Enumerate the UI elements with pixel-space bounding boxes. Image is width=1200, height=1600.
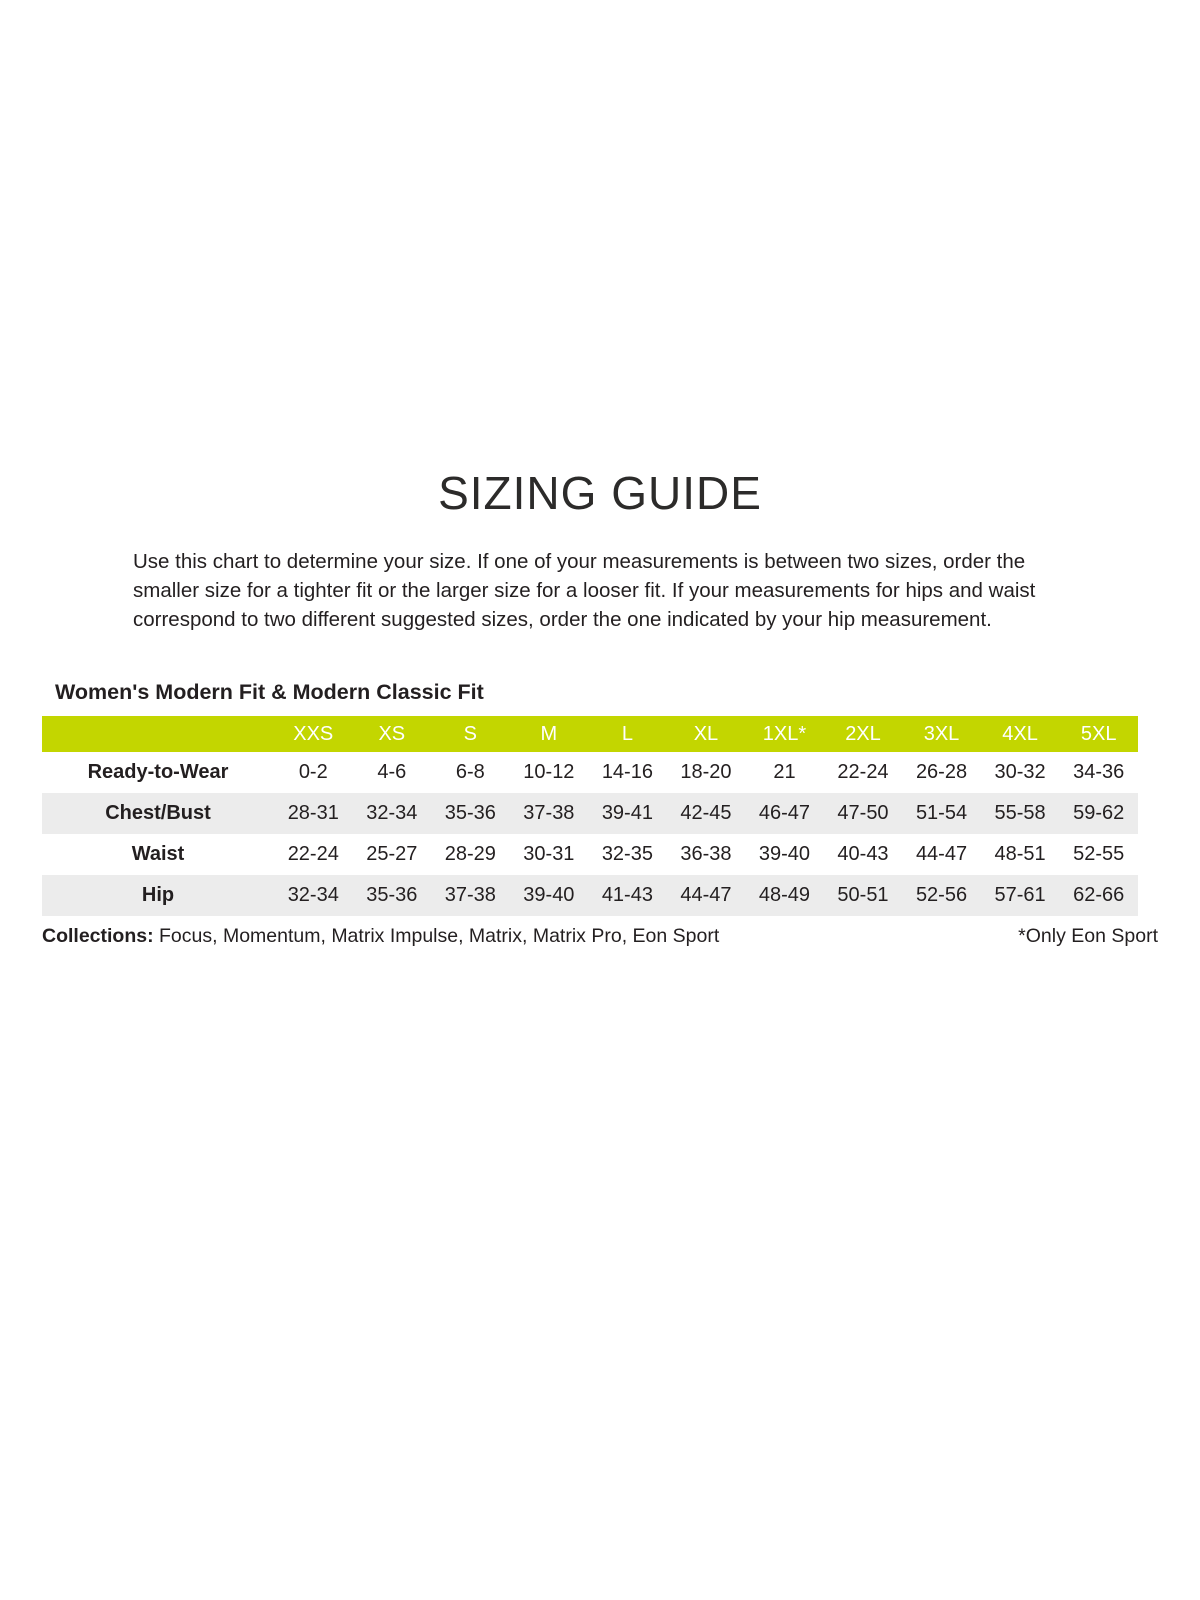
collections-row bbox=[42, 925, 1158, 948]
size-column-header-2xl: 2XL bbox=[824, 716, 903, 752]
table-corner-cell bbox=[42, 716, 274, 752]
size-cell: 35-36 bbox=[444, 802, 496, 825]
row-label-hip: Hip bbox=[141, 884, 175, 907]
size-cell: 6-8 bbox=[455, 761, 485, 784]
size-column-header-4xl: 4XL bbox=[981, 716, 1060, 752]
size-cell: 32-34 bbox=[366, 802, 418, 825]
size-column-header-xs: XS bbox=[353, 716, 432, 752]
size-column-header-3xl: 3XL bbox=[902, 716, 981, 752]
size-cell: 4-6 bbox=[377, 761, 407, 784]
sizing-table bbox=[42, 716, 1138, 916]
size-column-header-s: S bbox=[431, 716, 510, 752]
collections-list: Focus, Momentum, Matrix Impulse, Matrix, Matrix Pro, Eon Sport bbox=[159, 925, 720, 948]
size-cell: 35-36 bbox=[366, 884, 418, 907]
size-cell: 36-38 bbox=[680, 843, 732, 866]
size-cell: 44-47 bbox=[915, 843, 968, 866]
size-column-header-m: M bbox=[510, 716, 589, 752]
size-cell: 30-32 bbox=[994, 761, 1046, 784]
size-cell: 0-2 bbox=[298, 761, 328, 784]
size-cell: 48-49 bbox=[758, 884, 811, 907]
row-label-chest-bust: Chest/Bust bbox=[105, 802, 211, 825]
size-cell: 44-47 bbox=[680, 884, 732, 907]
size-column-header-xl: XL bbox=[667, 716, 746, 752]
size-cell: 41-43 bbox=[601, 884, 653, 907]
table-row-hip bbox=[42, 875, 1138, 916]
size-cell: 32-35 bbox=[601, 843, 653, 866]
footnote: *Only Eon Sport bbox=[1018, 925, 1158, 948]
section-title: Women's Modern Fit & Modern Classic Fit bbox=[55, 680, 484, 705]
size-cell: 30-31 bbox=[523, 843, 575, 866]
row-label-ready-to-wear: Ready-to-Wear bbox=[87, 761, 229, 784]
size-cell: 10-12 bbox=[523, 761, 575, 784]
size-cell: 18-20 bbox=[680, 761, 732, 784]
size-cell: 39-40 bbox=[758, 843, 811, 866]
table-row-chest-bust bbox=[42, 793, 1138, 834]
size-cell: 59-62 bbox=[1073, 802, 1125, 825]
size-cell: 22-24 bbox=[837, 761, 889, 784]
size-cell: 52-56 bbox=[915, 884, 968, 907]
size-cell: 39-41 bbox=[601, 802, 653, 825]
size-cell: 62-66 bbox=[1073, 884, 1125, 907]
size-cell: 25-27 bbox=[366, 843, 418, 866]
size-column-header-xxs: XXS bbox=[274, 716, 353, 752]
size-cell: 22-24 bbox=[287, 843, 339, 866]
size-cell: 39-40 bbox=[523, 884, 575, 907]
size-cell: 14-16 bbox=[601, 761, 653, 784]
collections-text bbox=[42, 925, 719, 948]
size-cell: 48-51 bbox=[994, 843, 1046, 866]
size-header-row bbox=[42, 716, 1138, 752]
size-cell: 32-34 bbox=[287, 884, 339, 907]
size-cell: 34-36 bbox=[1073, 761, 1125, 784]
size-cell: 42-45 bbox=[680, 802, 732, 825]
size-cell: 28-31 bbox=[287, 802, 339, 825]
size-cell: 26-28 bbox=[915, 761, 968, 784]
size-cell: 21 bbox=[773, 761, 796, 784]
table-row-ready-to-wear bbox=[42, 752, 1138, 793]
table-row-waist bbox=[42, 834, 1138, 875]
intro-paragraph: Use this chart to determine your size. If one of your measurements is between two sizes, order the smaller size for a tighter fit or the larger size for a looser fit. If your measurements for hips and waist correspond to two different suggested sizes, order the one indicated by your hip measurement. bbox=[133, 550, 1036, 632]
size-cell: 57-61 bbox=[994, 884, 1046, 907]
row-label-waist: Waist bbox=[131, 843, 185, 866]
size-column-header-l: L bbox=[588, 716, 667, 752]
size-cell: 50-51 bbox=[837, 884, 889, 907]
size-cell: 40-43 bbox=[837, 843, 889, 866]
size-cell: 37-38 bbox=[444, 884, 496, 907]
page-title: SIZING GUIDE bbox=[438, 467, 762, 519]
collections-label: Collections: bbox=[42, 925, 154, 948]
size-column-header-1xl: 1XL* bbox=[745, 716, 824, 752]
size-cell: 37-38 bbox=[523, 802, 575, 825]
size-cell: 46-47 bbox=[758, 802, 811, 825]
size-cell: 55-58 bbox=[994, 802, 1046, 825]
size-cell: 51-54 bbox=[915, 802, 968, 825]
size-cell: 52-55 bbox=[1073, 843, 1125, 866]
size-cell: 47-50 bbox=[837, 802, 889, 825]
size-column-header-5xl: 5XL bbox=[1059, 716, 1138, 752]
size-cell: 28-29 bbox=[444, 843, 496, 866]
